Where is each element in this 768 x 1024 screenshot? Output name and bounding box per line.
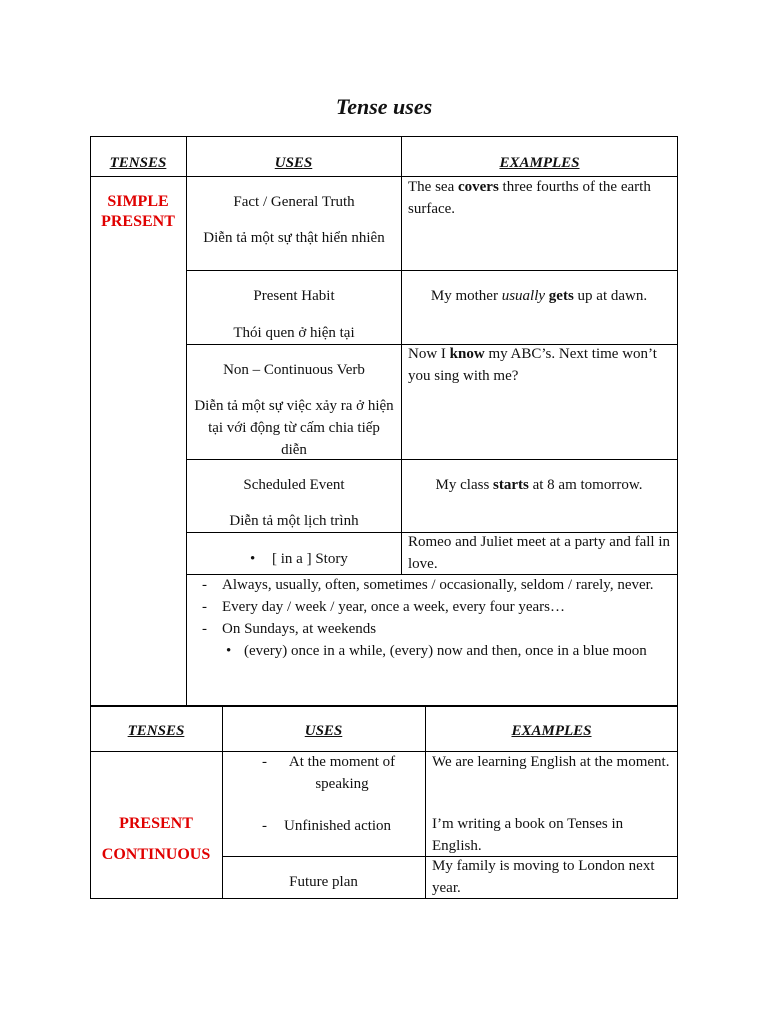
example-cell: We are learning English at the moment.	[432, 754, 670, 770]
use-en: Fact / General Truth	[233, 194, 355, 210]
example-text-run: My class	[435, 477, 494, 493]
example-text-run: My mother	[430, 288, 502, 304]
example-text-run: covers	[457, 179, 499, 195]
list-item-text: Always, usually, often, sometimes / occasionally, seldom / rarely, never.	[222, 577, 654, 593]
page-title: Tense uses	[335, 94, 433, 119]
header-uses: USES	[274, 155, 313, 171]
dash-marker: -	[202, 577, 207, 593]
use-en: Scheduled Event	[243, 477, 345, 493]
example-cell	[408, 176, 672, 220]
header-examples: EXAMPLES	[499, 155, 580, 171]
example-text-run: three fourths of the earth surface.	[408, 179, 651, 217]
dash-marker: -	[262, 818, 267, 834]
tense-name-simple: SIMPLE	[107, 193, 169, 210]
tense-name-continuous: CONTINUOUS	[101, 846, 211, 863]
example-text-run: usually	[501, 288, 546, 304]
bullet-icon: •	[226, 643, 232, 659]
dash-marker: -	[202, 599, 207, 615]
example-cell	[404, 285, 674, 307]
use-vi: Diễn tả một sự thật hiển nhiên	[203, 230, 385, 246]
example-text-run: my ABC’s. Next time won’t you sing with me?	[408, 346, 657, 384]
example-cell	[408, 343, 672, 387]
example-text-run: up at dawn.	[573, 288, 648, 304]
list-item-text: On Sundays, at weekends	[222, 621, 377, 637]
example-text-run: The sea	[408, 179, 458, 195]
use-en: [ in a ] Story	[272, 551, 348, 567]
example-text-run: Romeo and Juliet meet at a party and fall in love.	[408, 534, 671, 572]
use-en: Non – Continuous Verb	[223, 362, 365, 378]
use-text: Unfinished action	[284, 818, 392, 834]
list-item-text: (every) once in a while, (every) now and then, once in a blue moon	[244, 643, 647, 659]
list-item	[194, 574, 666, 596]
example-text-run: know	[449, 346, 485, 362]
header-uses: USES	[304, 723, 343, 739]
use-en: Present Habit	[253, 288, 335, 304]
story-use	[250, 548, 422, 570]
header-tenses: TENSES	[109, 155, 167, 171]
use-text: Future plan	[289, 874, 358, 890]
use-vi: Diễn tả một lịch trình	[229, 513, 359, 529]
dash-marker: -	[202, 621, 207, 637]
example-text-run: Now I	[408, 346, 450, 362]
use-item	[262, 815, 422, 837]
dash-marker: -	[262, 754, 267, 770]
bullet-icon: •	[250, 551, 256, 567]
list-item-text: Every day / week / year, once a week, every four years…	[222, 599, 565, 615]
use-vi: Thói quen ở hiện tại	[233, 325, 355, 341]
use-item	[262, 751, 422, 795]
list-item	[194, 640, 666, 662]
header-tenses: TENSES	[127, 723, 185, 739]
tense-name-present: PRESENT	[101, 213, 175, 230]
example-text-run: gets	[548, 288, 574, 304]
example-cell	[404, 474, 674, 496]
tense-name-present: PRESENT	[119, 815, 193, 832]
time-expressions-list	[194, 574, 666, 662]
header-examples: EXAMPLES	[511, 723, 592, 739]
example-cell	[408, 531, 672, 575]
use-text: At the moment of speaking	[288, 754, 396, 792]
list-item	[194, 596, 666, 618]
example-text-run: at 8 am tomorrow.	[528, 477, 643, 493]
use-vi: Diễn tả một sự việc xảy ra ở hiện tại với động từ cấm chia tiếp diễn	[194, 398, 394, 458]
example-cell: My family is moving to London next year.	[432, 858, 655, 896]
list-item	[194, 618, 666, 640]
example-cell: I’m writing a book on Tenses in English.	[432, 816, 624, 854]
example-text-run: starts	[493, 477, 529, 493]
